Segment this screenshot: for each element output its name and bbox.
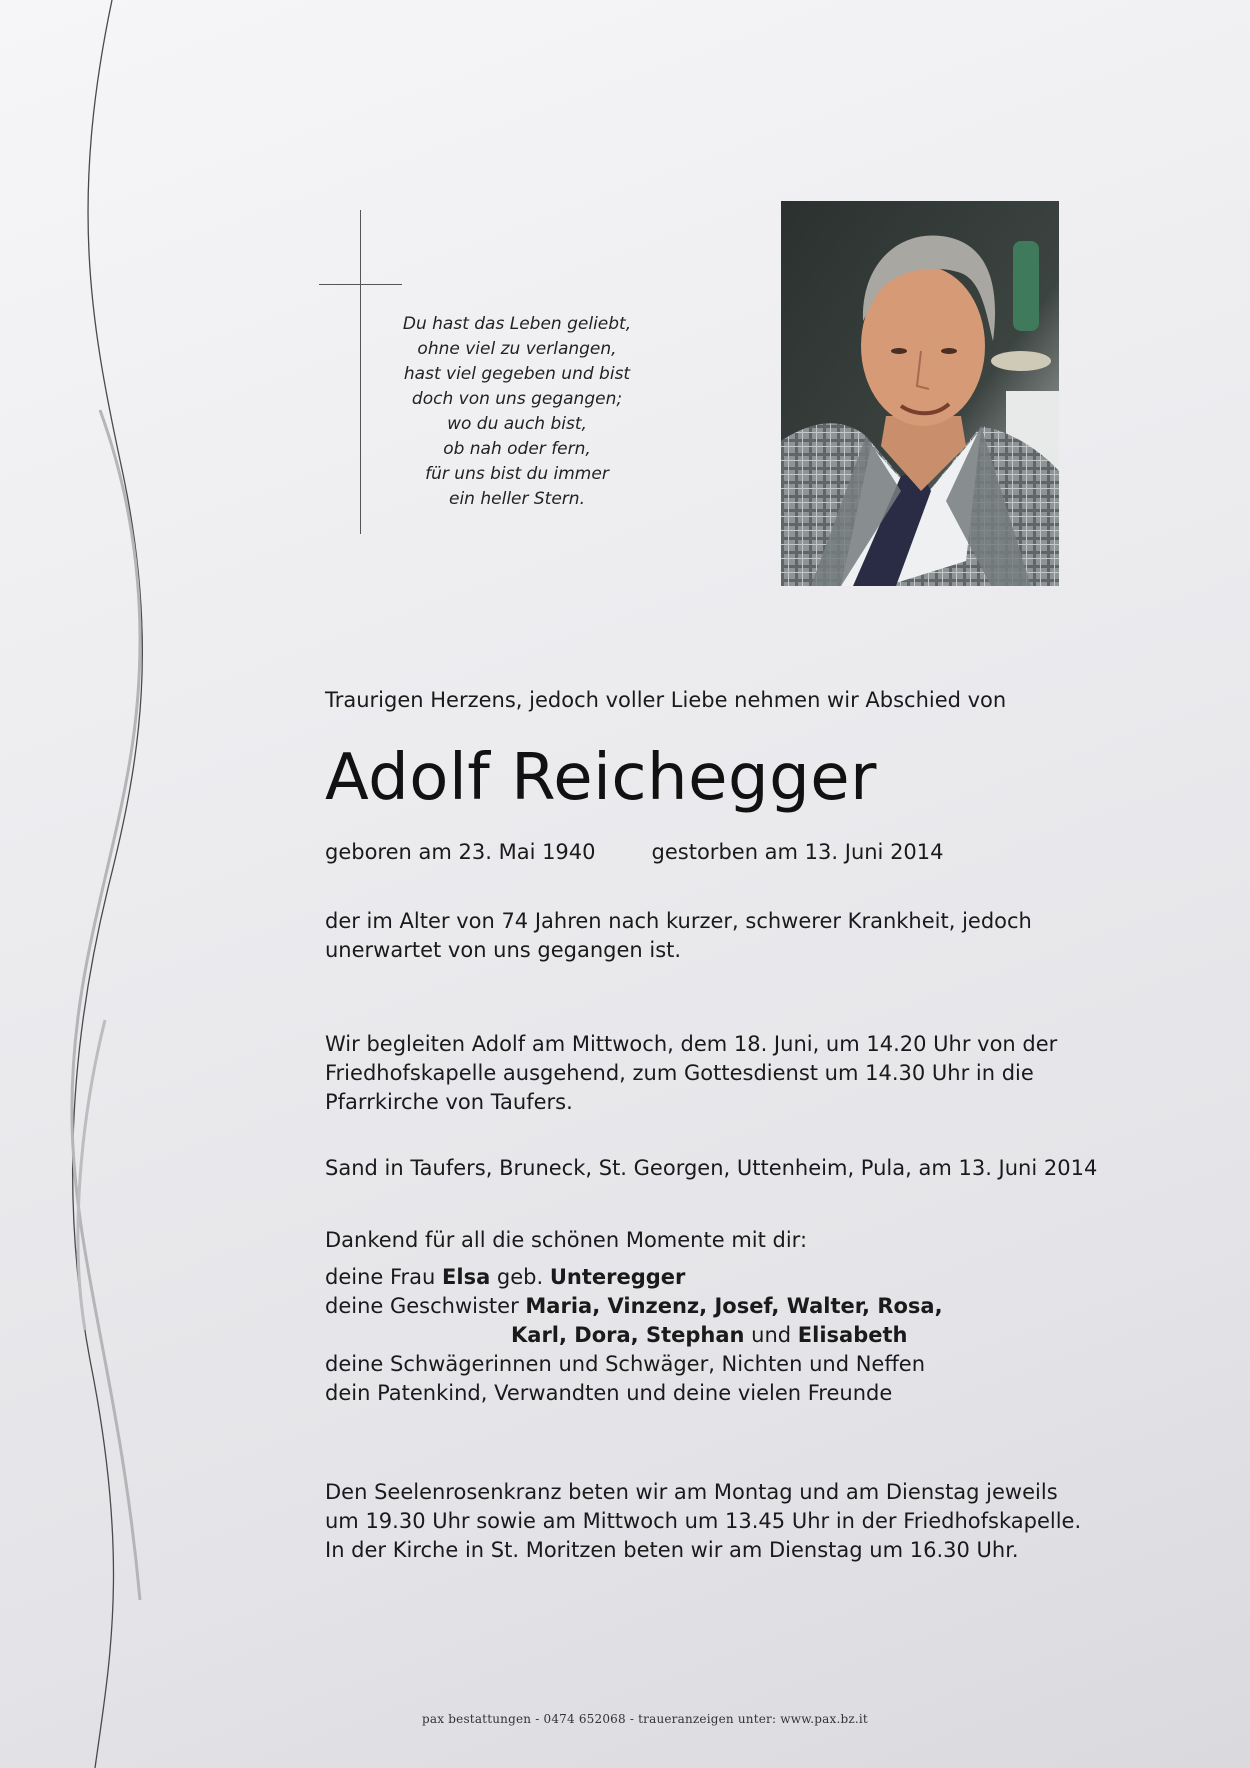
wife-born-as: geb.: [490, 1265, 550, 1289]
mourner-others: dein Patenkind, Verwandten und deine vielen Freunde: [325, 1381, 893, 1405]
siblings-and: und: [744, 1323, 798, 1347]
cross-horizontal-bar: [319, 284, 402, 285]
place-and-date: Sand in Taufers, Bruneck, St. Georgen, Uttenheim, Pula, am 13. Juni 2014: [325, 1156, 1098, 1180]
text-line: der im Alter von 74 Jahren nach kurzer, schwerer Krankheit, jedoch: [325, 909, 1032, 933]
siblings-names-3: Elisabeth: [797, 1323, 908, 1347]
rosary-info: [325, 1478, 1081, 1565]
poem-line: wo du auch bist,: [447, 414, 587, 434]
poem-line: doch von uns gegangen;: [411, 389, 623, 409]
text-line: In der Kirche in St. Moritzen beten wir am Dienstag um 16.30 Uhr.: [325, 1538, 1019, 1562]
text-line: Friedhofskapelle ausgehend, zum Gottesdienst um 14.30 Uhr in die: [325, 1061, 1034, 1085]
poem-line: ohne viel zu verlangen,: [417, 339, 617, 359]
siblings-names-2: Karl, Dora, Stephan: [511, 1323, 745, 1347]
cross-vertical-bar: [360, 210, 361, 534]
footer-imprint: [0, 1712, 1250, 1726]
mourner-siblings-cont: [325, 1321, 943, 1350]
birth-date: geboren am 23. Mai 1940: [325, 840, 596, 864]
deceased-name: Adolf Reichegger: [325, 741, 877, 815]
mourners-list: [325, 1263, 943, 1408]
poem-line: ein heller Stern.: [449, 489, 585, 509]
siblings-prefix: deine Geschwister: [325, 1294, 526, 1318]
life-dates: [325, 838, 944, 867]
death-circumstances: [325, 907, 1032, 965]
memorial-poem: [396, 312, 638, 512]
poem-line: hast viel gegeben und bist: [403, 364, 631, 384]
mourner-inlaws: deine Schwägerinnen und Schwäger, Nichten und Neffen: [325, 1352, 926, 1376]
poem-line: für uns bist du immer: [425, 464, 609, 484]
wife-maiden-name: Unteregger: [549, 1265, 686, 1289]
siblings-names-1: Maria, Vinzenz, Josef, Walter, Rosa,: [525, 1294, 943, 1318]
text-line: unerwartet von uns gegangen ist.: [325, 938, 682, 962]
portrait-photo: [781, 201, 1059, 586]
footer-text: pax bestattungen - 0474 652068 - traueranzeigen unter: www.pax.bz.it: [422, 1712, 868, 1726]
poem-line: ob nah oder fern,: [443, 439, 591, 459]
intro-line: Traurigen Herzens, jedoch voller Liebe nehmen wir Abschied von: [325, 688, 1007, 712]
thanks-line: Dankend für all die schönen Momente mit dir:: [325, 1228, 808, 1252]
text-line: Pfarrkirche von Taufers.: [325, 1090, 573, 1114]
death-date: gestorben am 13. Juni 2014: [651, 840, 944, 864]
mourner-siblings: [325, 1292, 943, 1321]
text-line: Den Seelenrosenkranz beten wir am Montag und am Dienstag jeweils: [325, 1480, 1058, 1504]
funeral-info: [325, 1030, 1057, 1117]
wife-name: Elsa: [442, 1265, 491, 1289]
text-line: um 19.30 Uhr sowie am Mittwoch um 13.45 Uhr in der Friedhofskapelle.: [325, 1509, 1082, 1533]
text-line: Wir begleiten Adolf am Mittwoch, dem 18. Juni, um 14.20 Uhr von der: [325, 1032, 1058, 1056]
wife-prefix: deine Frau: [325, 1265, 443, 1289]
poem-line: Du hast das Leben geliebt,: [402, 314, 632, 334]
mourner-wife: [325, 1263, 943, 1292]
